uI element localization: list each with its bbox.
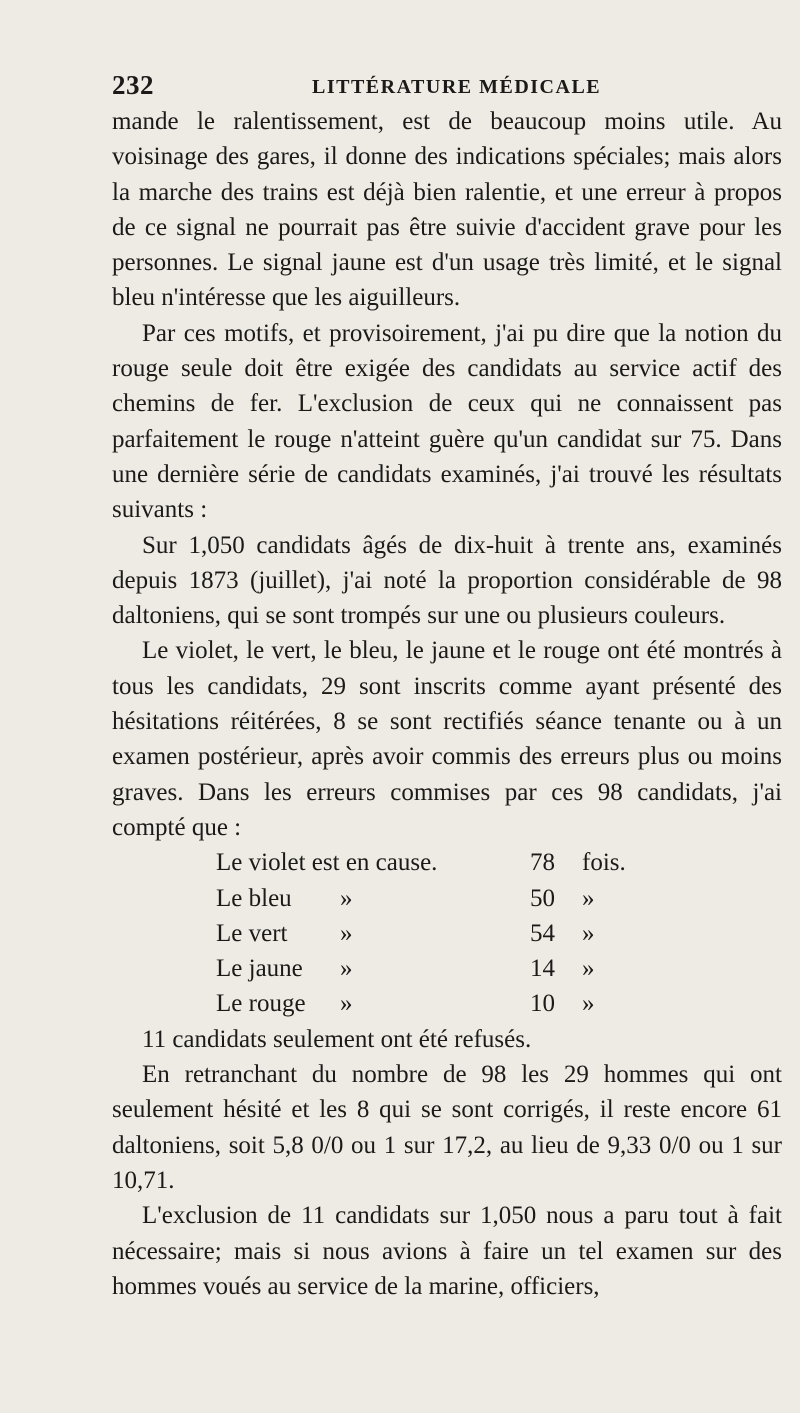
stat-count: 78 xyxy=(530,849,555,877)
paragraph-continuation: mande le ralentissement, est de beaucoup moins utile. Au voisinage des gares, il donne des indications spéciales; mais alors la marche des trains est déjà bien ralentie, et une erreur à propos de ce signal ne pourrait pas être suivie d'accident grave pour les personnes. Le signal jaune est d'un usage très limité, et le signal bleu n'intéresse que les aiguilleurs. xyxy=(112,108,782,312)
stat-count: 50 xyxy=(530,884,555,912)
stat-count: 10 xyxy=(530,990,555,1018)
stat-label: Le vert xyxy=(216,919,288,947)
stat-unit: » xyxy=(582,919,595,947)
paragraph-candidats: Sur 1,050 candidats âgés de dix-huit à trente ans, examinés depuis 1873 (juillet), j'ai noté la proportion considérable de 98 daltoniens, qui se sont trompés sur une ou plusieurs couleurs. xyxy=(112,531,782,630)
stat-unit: » xyxy=(582,955,595,983)
stat-row xyxy=(112,916,782,951)
stat-row xyxy=(112,986,782,1021)
stat-ditto: » xyxy=(340,955,353,983)
stat-label: Le rouge xyxy=(216,990,306,1018)
stat-row xyxy=(112,845,782,880)
stat-label: Le jaune xyxy=(216,955,303,983)
paragraph-retranchant: En retranchant du nombre de 98 les 29 hommes qui ont seulement hésité et les 8 qui se sont corrigés, il reste encore 61 daltoniens, soit 5,8 0/0 ou 1 sur 17,2, au lieu de 9,33 0/0 ou 1 sur 10,71. xyxy=(112,1061,782,1194)
paragraph-motifs: Par ces motifs, et provisoirement, j'ai pu dire que la notion du rouge seule doit être exigée des candidats au service actif des chemins de fer. L'exclusion de ceux qui ne connaissent pas parfaitement le rouge n'atteint guère qu'un candidat sur 75. Dans une dernière série de candidats examinés, j'ai trouvé les résultats suivants : xyxy=(112,319,782,524)
stat-row xyxy=(112,881,782,916)
stat-ditto: » xyxy=(340,990,353,1018)
stat-unit: fois. xyxy=(582,849,626,877)
running-title: LITTÉRATURE MÉDICALE xyxy=(312,76,602,98)
color-error-list xyxy=(112,845,782,1021)
stat-label: Le bleu xyxy=(216,884,292,912)
stat-count: 54 xyxy=(530,919,555,947)
paragraph-refuses: 11 candidats seulement ont été refusés. xyxy=(142,1025,532,1053)
stat-count: 14 xyxy=(530,955,555,983)
stat-unit: » xyxy=(582,990,595,1018)
stat-row xyxy=(112,951,782,986)
body-text xyxy=(112,104,782,1304)
stat-unit: » xyxy=(582,884,595,912)
paragraph-couleurs: Le violet, le vert, le bleu, le jaune et le rouge ont été montrés à tous les candidats, 29 sont inscrits comme ayant présenté des hésitations réitérées, 8 se sont rectifiés séance tenante ou à un examen postérieur, après avoir commis des erreurs plus ou moins graves. Dans les erreurs commises par ces 98 candidats, j'ai compté que : xyxy=(112,637,782,841)
stat-ditto: » xyxy=(340,919,353,947)
stat-label: Le violet est en cause. xyxy=(216,849,438,877)
page-header xyxy=(112,70,782,104)
stat-ditto: » xyxy=(340,884,353,912)
page-number: 232 xyxy=(112,70,154,100)
paragraph-exclusion: L'exclusion de 11 candidats sur 1,050 nous a paru tout à fait nécessaire; mais si nous avions à faire un tel examen sur des hommes voués au service de la marine, officiers, xyxy=(112,1202,782,1300)
